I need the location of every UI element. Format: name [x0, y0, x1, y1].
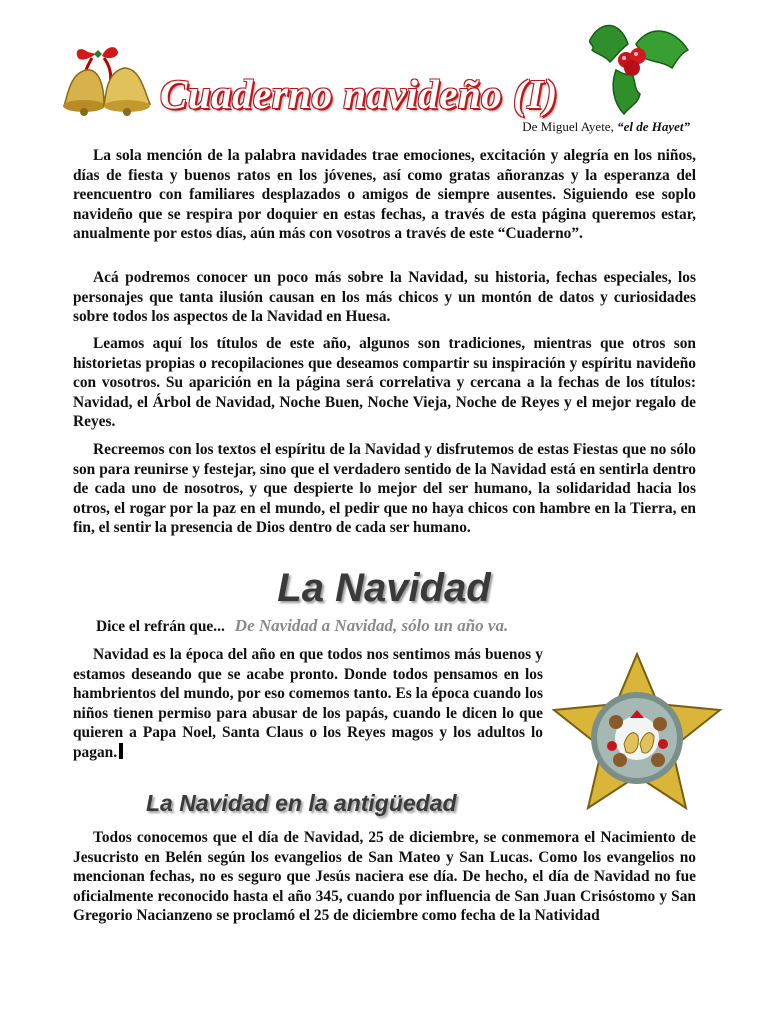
- navidad-paragraph: [73, 645, 543, 763]
- byline: [522, 119, 690, 135]
- antiguedad-paragraph: Todos conocemos que el día de Navidad, 25 de diciembre, se conmemora el Nacimiento de Jesucristo en Belén según los evangelios de San Mateo y San Lucas. Como los evangelios no mencionan fechas, no es seguro que Jesús naciera ese día. De hecho, el día de Navidad no fue oficialmente reconocido hasta el año 345, cuando por influencia de San Juan Crisóstomo y San Gregorio Nacianzeno se proclamó el 25 de diciembre como fecha de la Natividad: [73, 829, 696, 925]
- holly-icon: [580, 10, 695, 120]
- text-cursor: [119, 743, 123, 759]
- intro-paragraph-4: Recreemos con los textos el espíritu de la Navidad y disfrutemos de estas Fiestas que no sólo son para reunirse y festejar, sino que el verdadero sentido de la Navidad está en sentirla dentro de cada uno de nosotros, y que despierte lo mejor del ser humano, la solidaridad hacia los otros, el rogar por la paz en el mundo, el pedir que no haya chicos con hambre en la Tierra, en fin, el sentir la presencia de Dios dentro de cada ser humano.: [73, 441, 696, 537]
- intro-paragraph-2: Acá podremos conocer un poco más sobre la Navidad, su historia, fechas especiales, los personajes que tanta ilusión causan en los más chicos y un montón de datos y curiosidades sobre todos los aspectos de la Navidad en Huesa.: [73, 269, 696, 326]
- byline-author: De Miguel Ayete,: [522, 119, 614, 134]
- intro-paragraph-1: La sola mención de la palabra navidades trae emociones, excitación y alegría en los niños, días de fiesta y buenos ratos en los jóvenes, así como gratas añoranzas y la esperanza del reencuentro con familiares desplazados o amigos de siempre ausentes. Siguiendo ese soplo navideño que se respira por doquier en estas fechas, a través de esta página queremos estar, anualmente por estos días, aún más con vosotros a través de este “Cuaderno”.: [73, 147, 696, 243]
- intro-paragraph-3: Leamos aquí los títulos de este año, algunos son tradiciones, mientras que otros son historietas propias o recopilaciones que deseamos compartir su inspiración y espíritu navideño con vosotros. Su aparición en la página será correlativa y cercana a la fechas de los títulos: Navidad, el Árbol de Navidad, Noche Buen, Noche Vieja, Noche de Reyes y el mejor regalo de Reyes.: [73, 335, 696, 431]
- refran-line: [96, 616, 508, 636]
- section-heading-antiguedad: La Navidad en la antigüedad: [146, 790, 457, 816]
- star-wreath-icon: [550, 652, 724, 812]
- refran-lead: Dice el refrán que...: [96, 618, 225, 635]
- refran-quote: De Navidad a Navidad, sólo un año va.: [234, 616, 509, 635]
- byline-nickname: “el de Hayet”: [617, 119, 690, 134]
- navidad-paragraph-text: Navidad es la época del año en que todos nos sentimos más buenos y estamos deseando que se acabe pronto. Donde todos pensamos en los hambrientos del mundo, por eso comemos tanto. Es la época cuando los niños tienen permiso para abusar de los papás, cuando le dicen lo que quieren a Papa Noel, Santa Claus o los Reyes magos y los adultos lo pagan.: [73, 646, 543, 761]
- section-heading-navidad: La Navidad: [277, 566, 491, 610]
- christmas-bells-icon: [58, 44, 158, 122]
- page-title: Cuaderno navideño (I): [160, 71, 558, 117]
